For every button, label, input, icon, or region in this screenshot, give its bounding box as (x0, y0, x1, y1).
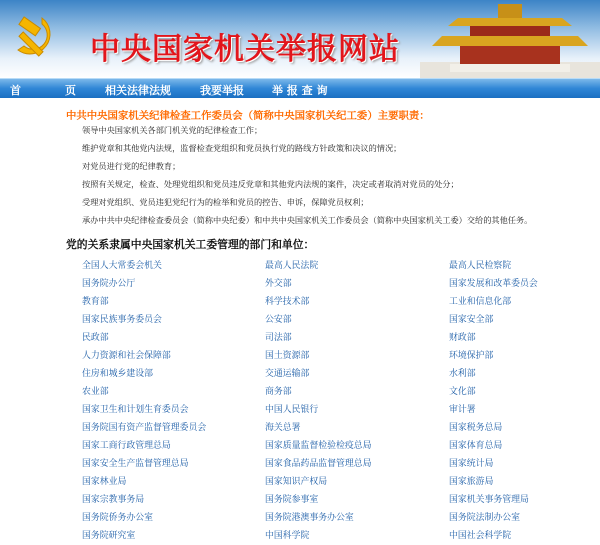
org-link[interactable]: 中国社会科学院 (449, 531, 512, 541)
duty-item: 受理对党组织、党员违犯党纪行为的检举和党员的控告、申诉，保障党员权利； (82, 197, 369, 207)
org-link[interactable]: 交通运输部 (265, 369, 310, 379)
org-link[interactable]: 民政部 (82, 333, 109, 343)
org-link[interactable]: 人力资源和社会保障部 (82, 351, 171, 361)
org-link[interactable]: 科学技术部 (265, 297, 310, 307)
org-link[interactable]: 文化部 (449, 387, 476, 397)
org-link[interactable]: 国家体育总局 (449, 441, 503, 451)
org-link[interactable]: 国家食品药品监督管理总局 (265, 459, 372, 469)
nav-query[interactable]: 举 报 查 询 (272, 84, 328, 97)
org-link[interactable]: 国家安全部 (449, 315, 494, 325)
palace-image (420, 0, 600, 78)
nav-home[interactable]: 首 页 (10, 84, 76, 97)
duties-title: 中共中央国家机关纪律检查工作委员会（简称中央国家机关纪工委）主要职责： (66, 110, 430, 122)
org-link[interactable]: 公安部 (265, 315, 292, 325)
duty-item: 维护党章和其他党内法规，监督检查党组织和党员执行党的路线方针政策和决议的情况； (82, 143, 402, 153)
org-link[interactable]: 国务院侨务办公室 (82, 513, 153, 523)
org-link[interactable]: 国家卫生和计划生育委员会 (82, 405, 189, 415)
duty-item: 按照有关规定，检查、处理党组织和党员违反党章和其他党内法规的案件，决定或者取消对党员的处分； (82, 179, 459, 189)
org-link[interactable]: 国家发展和改革委员会 (449, 279, 538, 289)
org-link[interactable]: 中国科学院 (265, 531, 310, 541)
org-link[interactable]: 海关总署 (265, 423, 301, 433)
org-link[interactable]: 国家统计局 (449, 459, 494, 469)
site-banner (0, 0, 600, 78)
org-link[interactable]: 最高人民检察院 (449, 261, 512, 271)
org-link[interactable]: 国家民族事务委员会 (82, 315, 162, 325)
org-link[interactable]: 司法部 (265, 333, 292, 343)
duty-item: 对党员进行党的纪律教育； (82, 161, 181, 171)
duty-item: 领导中央国家机关各部门机关党的纪律检查工作； (82, 125, 263, 135)
org-link[interactable]: 国土资源部 (265, 351, 310, 361)
org-link[interactable]: 中国人民银行 (265, 405, 319, 415)
org-link[interactable]: 国家质量监督检验检疫总局 (265, 441, 372, 451)
org-link[interactable]: 最高人民法院 (265, 261, 319, 271)
site-title: 中央国家机关举报网站 (90, 32, 400, 67)
org-link[interactable]: 水利部 (449, 369, 476, 379)
duty-item: 承办中共中央纪律检查委员会（简称中央纪委）和中共中央国家机关工作委员会（简称中央国家机关工委）交给的其他任务。 (82, 215, 533, 225)
org-link[interactable]: 国务院国有资产监督管理委员会 (82, 423, 207, 433)
org-link[interactable]: 国务院研究室 (82, 531, 136, 541)
org-link[interactable]: 工业和信息化部 (449, 297, 512, 307)
org-link[interactable]: 国务院港澳事务办公室 (265, 513, 354, 523)
org-link[interactable]: 财政部 (449, 333, 476, 343)
org-link[interactable]: 教育部 (82, 297, 109, 307)
org-link[interactable]: 农业部 (82, 387, 109, 397)
org-link[interactable]: 国家林业局 (82, 477, 127, 487)
nav-laws[interactable]: 相关法律法规 (105, 84, 171, 97)
org-link[interactable]: 国务院办公厅 (82, 279, 136, 289)
org-link[interactable]: 外交部 (265, 279, 292, 289)
nav-report[interactable]: 我要举报 (200, 84, 244, 97)
org-link[interactable]: 国家税务总局 (449, 423, 503, 433)
org-link[interactable]: 住房和城乡建设部 (82, 369, 153, 379)
org-link[interactable]: 商务部 (265, 387, 292, 397)
orgs-title: 党的关系隶属中央国家机关工委管理的部门和单位： (66, 238, 315, 251)
org-link[interactable]: 国务院法制办公室 (449, 513, 520, 523)
org-link[interactable]: 国家知识产权局 (265, 477, 328, 487)
org-link[interactable]: 国家宗教事务局 (82, 495, 145, 505)
hammer-sickle-icon (12, 12, 60, 62)
org-link[interactable]: 环境保护部 (449, 351, 494, 361)
org-link[interactable]: 国家安全生产监督管理总局 (82, 459, 189, 469)
org-link[interactable]: 国务院参事室 (265, 495, 319, 505)
org-link[interactable]: 国家机关事务管理局 (449, 495, 529, 505)
org-link[interactable]: 全国人大常委会机关 (82, 261, 162, 271)
main-nav (0, 78, 600, 98)
org-link[interactable]: 审计署 (449, 405, 476, 415)
org-link[interactable]: 国家工商行政管理总局 (82, 441, 171, 451)
org-link[interactable]: 国家旅游局 (449, 477, 494, 487)
